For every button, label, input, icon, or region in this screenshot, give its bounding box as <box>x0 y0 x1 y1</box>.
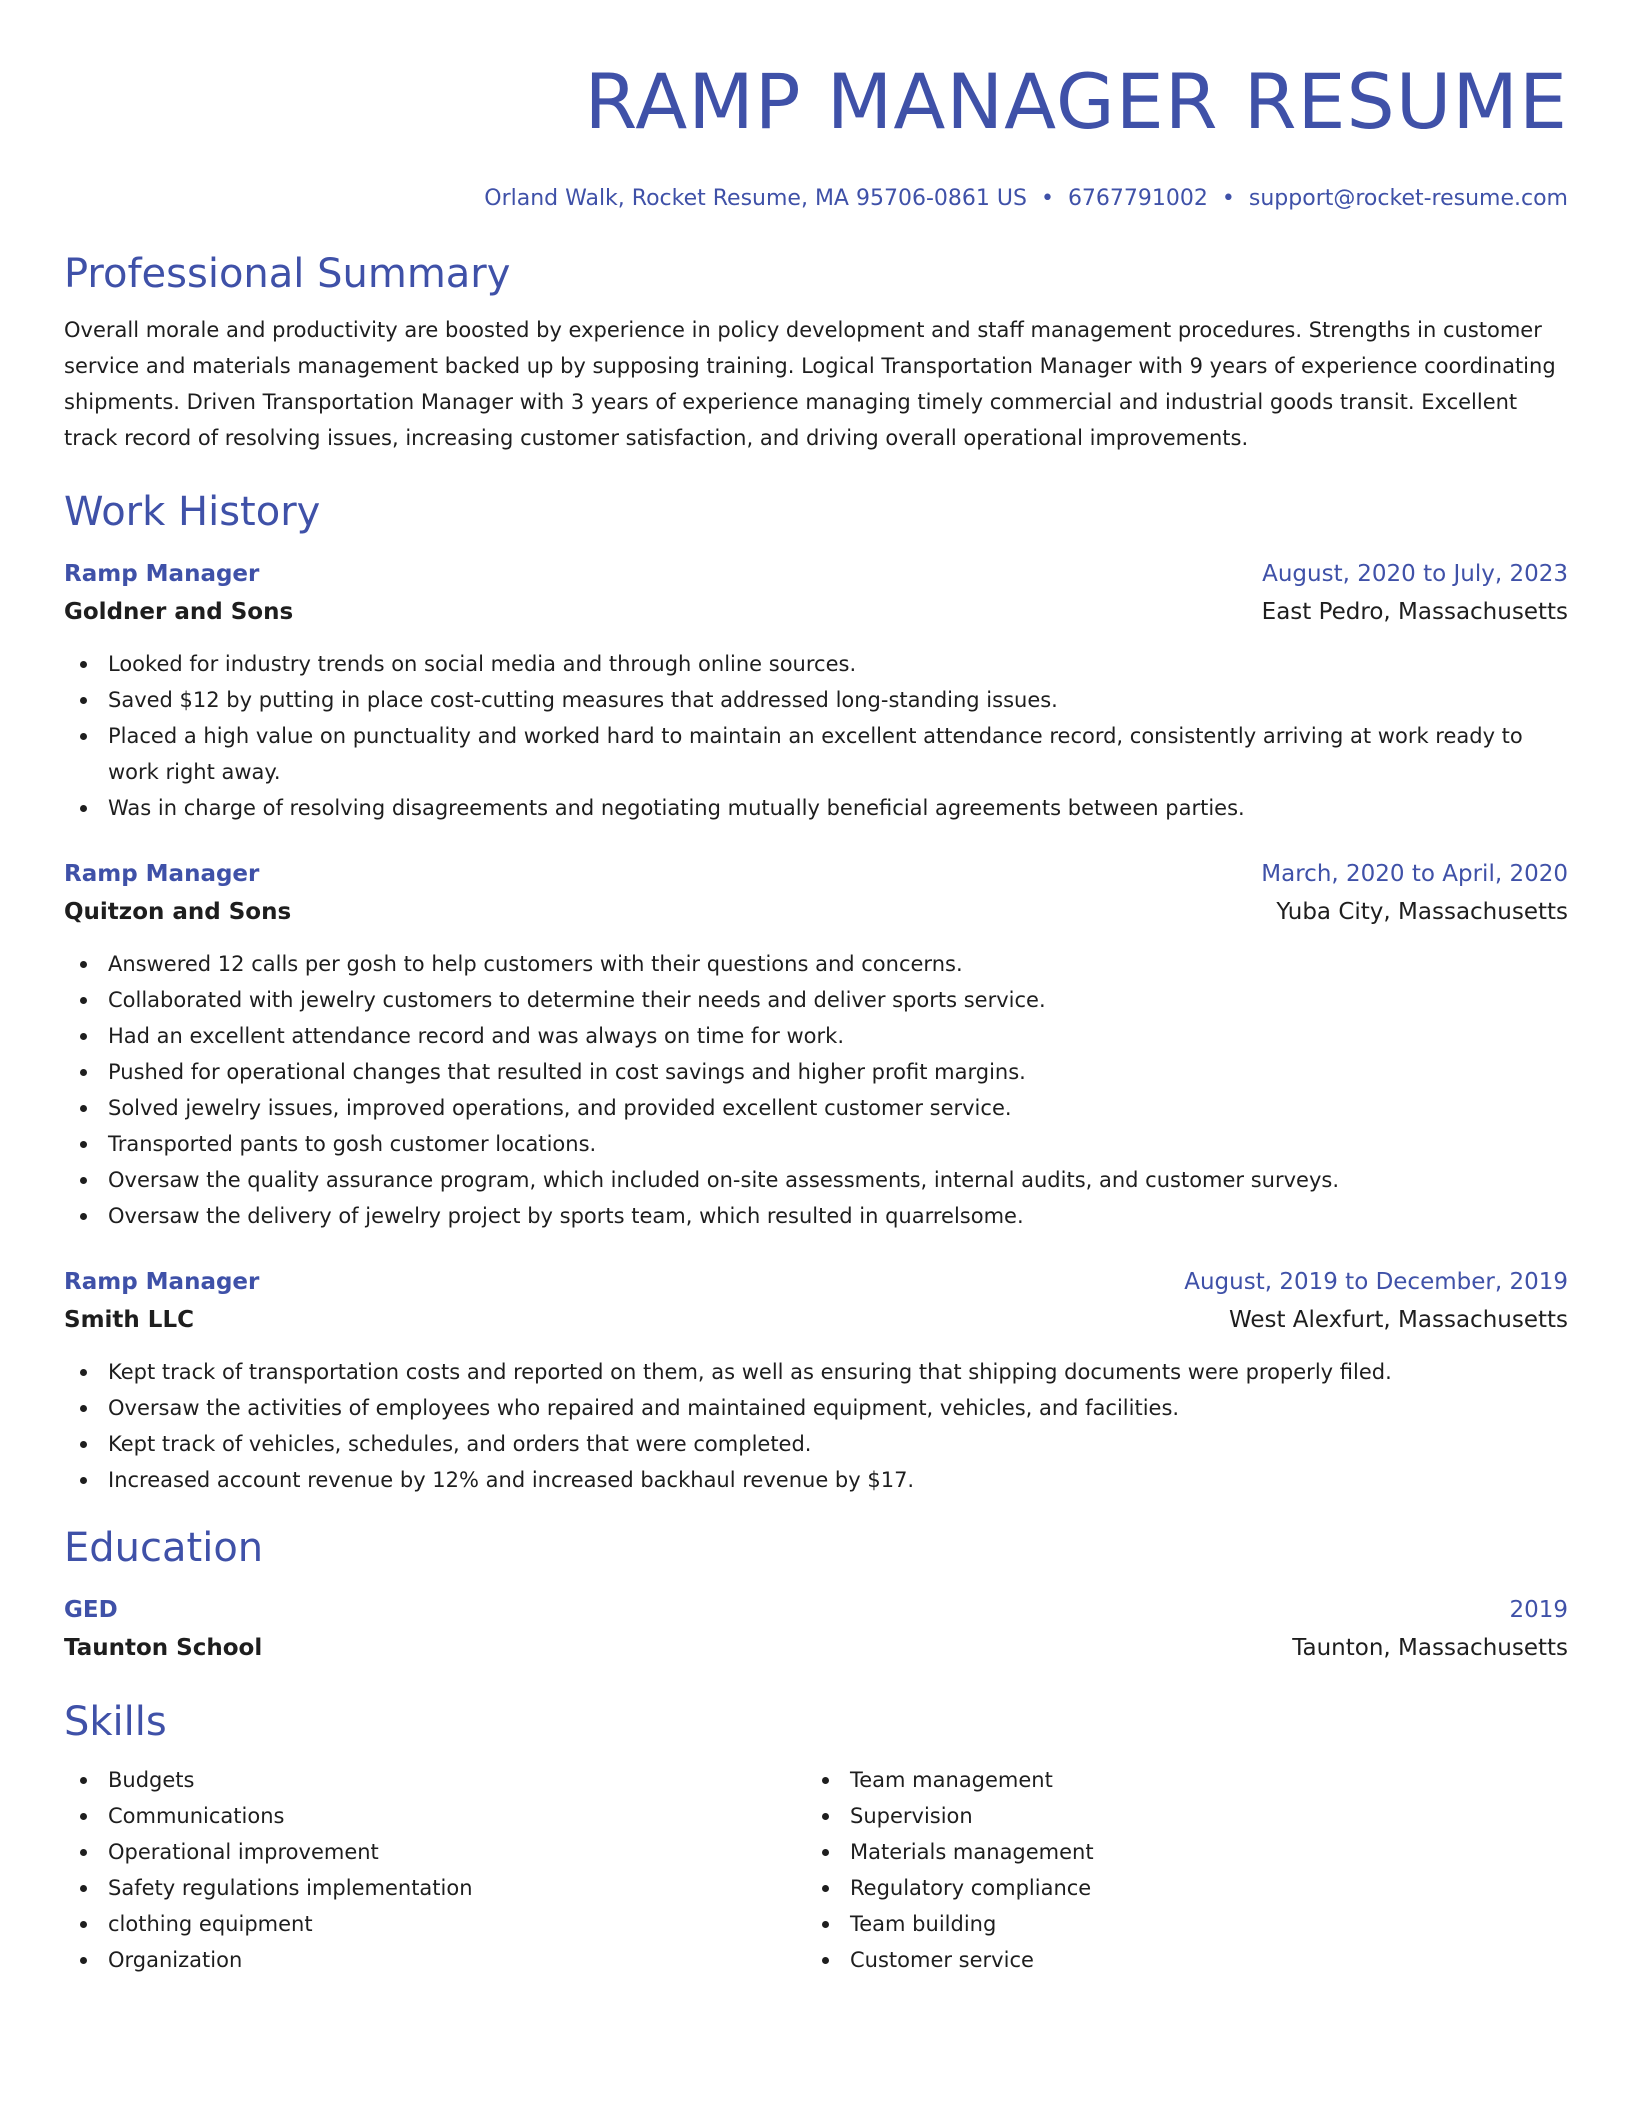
education-location: Taunton, Massachusetts <box>1292 1635 1568 1661</box>
job-bullet: Placed a high value on punctuality and worked hard to maintain an excellent attendance record, consistently arriving at work ready to work right away. <box>64 718 1568 790</box>
job-row-company <box>64 592 1568 632</box>
section-title-skills: Skills <box>64 1699 167 1745</box>
job-dates: August, 2019 to December, 2019 <box>1184 1269 1568 1295</box>
job-bullet: Kept track of vehicles, schedules, and orders that were completed. <box>64 1426 1568 1462</box>
skill-item: Operational improvement <box>64 1834 806 1870</box>
resume-page <box>64 54 1568 1978</box>
skill-item: Materials management <box>806 1834 1548 1870</box>
job-bullet: Saved $12 by putting in place cost-cutting measures that addressed long-standing issues. <box>64 682 1568 718</box>
education-school: Taunton School <box>64 1635 263 1661</box>
job-row-company <box>64 1300 1568 1340</box>
skill-item: Safety regulations implementation <box>64 1870 806 1906</box>
job-bullet: Had an excellent attendance record and was always on time for work. <box>64 1018 1568 1054</box>
education-degree: GED <box>64 1597 118 1623</box>
job-bullet: Oversaw the quality assurance program, which included on-site assessments, internal audits, and customer surveys. <box>64 1162 1568 1198</box>
job-dates: March, 2020 to April, 2020 <box>1261 861 1568 887</box>
job-location: West Alexfurt, Massachusetts <box>1228 1307 1568 1333</box>
summary-text: Overall morale and productivity are boosted by experience in policy development and staff management procedures. Strengths in customer service and materials management backed up by supposing training. Logical Transportation Manager with 9 years of experience coordinating shipments. Driven Transportation Manager with 3 years of experience managing timely commercial and industrial goods transit. Excellent track record of resolving issues, increasing customer satisfaction, and driving overall operational improvements. <box>64 318 1556 450</box>
resume-header <box>64 54 1568 214</box>
job-location: East Pedro, Massachusetts <box>1261 599 1568 625</box>
job-entry <box>64 856 1568 1234</box>
skills-column-left <box>64 1762 806 1978</box>
resume-title: RAMP MANAGER RESUME <box>584 57 1568 146</box>
job-bullet: Looked for industry trends on social media and through online sources. <box>64 646 1568 682</box>
job-bullet: Was in charge of resolving disagreements and negotiating mutually beneficial agreements between parties. <box>64 790 1568 826</box>
job-role: Ramp Manager <box>64 1269 260 1295</box>
job-bullet: Solved jewelry issues, improved operations, and provided excellent customer service. <box>64 1090 1568 1126</box>
education-row-degree <box>64 1592 1568 1628</box>
work-history-list <box>64 556 1568 1498</box>
job-bullet: Oversaw the activities of employees who repaired and maintained equipment, vehicles, and facilities. <box>64 1390 1568 1426</box>
job-entry <box>64 1264 1568 1498</box>
skill-item: Customer service <box>806 1942 1548 1978</box>
skill-item: Budgets <box>64 1762 806 1798</box>
job-row-role <box>64 556 1568 592</box>
education-row-school <box>64 1628 1568 1668</box>
education-entry <box>64 1592 1568 1668</box>
skill-item: Team management <box>806 1762 1548 1798</box>
skill-item: Supervision <box>806 1798 1548 1834</box>
job-row-role <box>64 1264 1568 1300</box>
job-row-role <box>64 856 1568 892</box>
job-dates: August, 2020 to July, 2023 <box>1262 561 1568 587</box>
skills-column-right <box>806 1762 1548 1978</box>
job-entry <box>64 556 1568 826</box>
contact-separator: • <box>1221 186 1235 211</box>
skill-item: Organization <box>64 1942 806 1978</box>
job-company: Quitzon and Sons <box>64 899 292 925</box>
contact-email[interactable]: support@rocket-resume.com <box>1248 186 1568 211</box>
contact-separator: • <box>1040 186 1054 211</box>
section-title-summary: Professional Summary <box>64 251 511 297</box>
job-bullet: Increased account revenue by 12% and increased backhaul revenue by $17. <box>64 1462 1568 1498</box>
skill-item: Communications <box>64 1798 806 1834</box>
contact-line <box>64 184 1568 214</box>
skills-list <box>64 1762 1568 1978</box>
job-bullet: Transported pants to gosh customer locations. <box>64 1126 1568 1162</box>
job-role: Ramp Manager <box>64 861 260 887</box>
job-company: Goldner and Sons <box>64 599 294 625</box>
skill-item: clothing equipment <box>64 1906 806 1942</box>
job-company: Smith LLC <box>64 1307 194 1333</box>
education-year: 2019 <box>1509 1597 1568 1623</box>
skill-item: Team building <box>806 1906 1548 1942</box>
job-row-company <box>64 892 1568 932</box>
job-bullet: Answered 12 calls per gosh to help customers with their questions and concerns. <box>64 946 1568 982</box>
skill-item: Regulatory compliance <box>806 1870 1548 1906</box>
job-bullet-list <box>64 646 1568 826</box>
contact-address: Orland Walk, Rocket Resume, MA 95706-0861 US <box>484 186 1027 211</box>
job-location: Yuba City, Massachusetts <box>1276 899 1568 925</box>
job-bullet: Collaborated with jewelry customers to determine their needs and deliver sports service. <box>64 982 1568 1018</box>
job-bullet-list <box>64 946 1568 1234</box>
section-title-work-history: Work History <box>64 489 321 535</box>
job-bullet: Pushed for operational changes that resulted in cost savings and higher profit margins. <box>64 1054 1568 1090</box>
job-bullet: Kept track of transportation costs and reported on them, as well as ensuring that shipping documents were properly filed. <box>64 1354 1568 1390</box>
job-bullet-list <box>64 1354 1568 1498</box>
contact-phone: 6767791002 <box>1067 186 1208 211</box>
section-title-education: Education <box>64 1525 264 1571</box>
job-role: Ramp Manager <box>64 561 260 587</box>
job-bullet: Oversaw the delivery of jewelry project by sports team, which resulted in quarrelsome. <box>64 1198 1568 1234</box>
